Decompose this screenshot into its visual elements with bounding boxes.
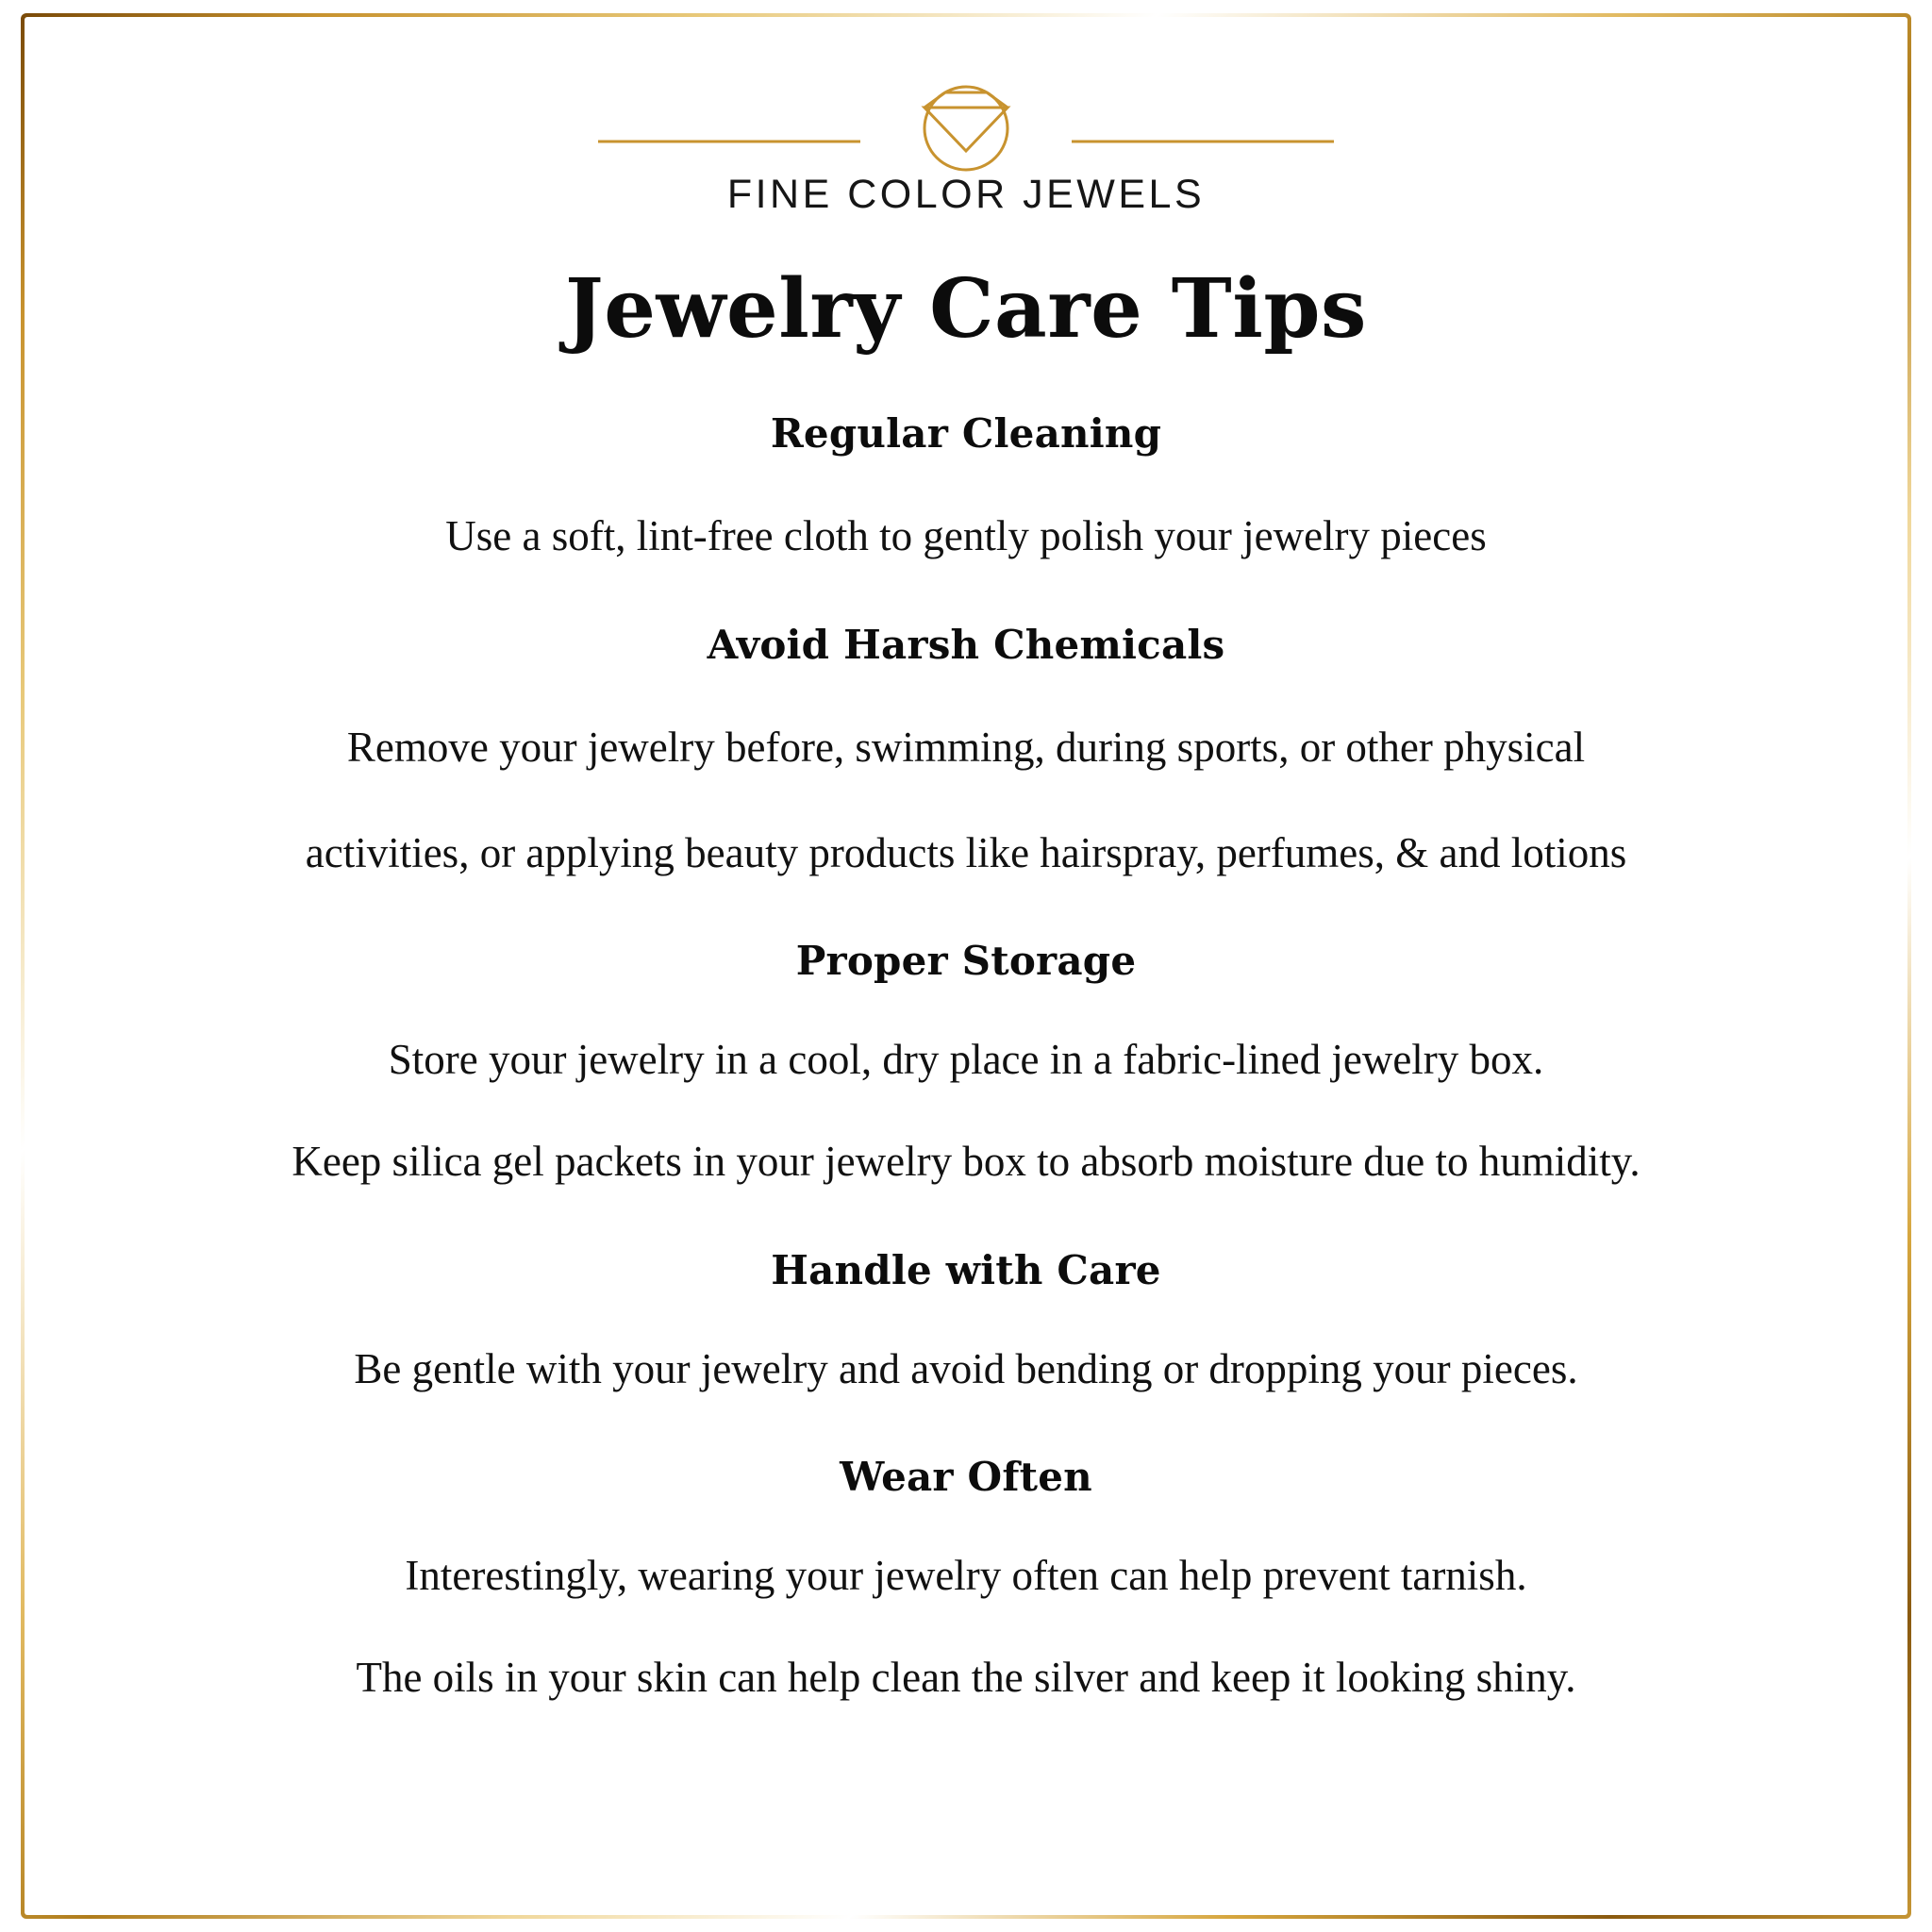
section-line: Be gentle with your jewelry and avoid bending or dropping your pieces. (354, 1344, 1578, 1392)
page-title: Jewelry Care Tips (565, 261, 1367, 357)
section-proper-storage (94, 938, 1838, 1189)
diamond-gem-icon (485, 75, 1447, 177)
section-line: Store your jewelry in a cool, dry place in a fabric-lined jewelry box. (388, 1036, 1544, 1084)
brand-name: FINE COLOR JEWELS (726, 172, 1206, 217)
section-avoid-harsh-chemicals (94, 622, 1838, 880)
section-regular-cleaning (94, 410, 1838, 562)
section-wear-often (94, 1454, 1838, 1705)
section-handle-with-care (94, 1247, 1838, 1395)
section-line: Use a soft, lint-free cloth to gently polish your jewelry pieces (445, 512, 1487, 560)
section-heading: Avoid Harsh Chemicals (707, 621, 1225, 668)
section-line: Remove your jewelry before, swimming, during sports, or other physical (346, 723, 1586, 771)
section-line: Keep silica gel packets in your jewelry box to absorb moisture due to humidity. (291, 1138, 1641, 1186)
section-heading: Handle with Care (771, 1246, 1161, 1293)
section-heading: Regular Cleaning (770, 410, 1162, 458)
section-line: Interestingly, wearing your jewelry often can help prevent tarnish. (405, 1551, 1527, 1599)
section-line: The oils in your skin can help clean the silver and keep it looking shiny. (356, 1654, 1576, 1702)
section-line: activities, or applying beauty products like hairspray, perfumes, & and lotions (305, 828, 1627, 876)
section-heading: Wear Often (840, 1453, 1092, 1500)
card-content (28, 26, 1904, 1904)
section-heading: Proper Storage (795, 938, 1137, 985)
brand-block (94, 75, 1838, 218)
